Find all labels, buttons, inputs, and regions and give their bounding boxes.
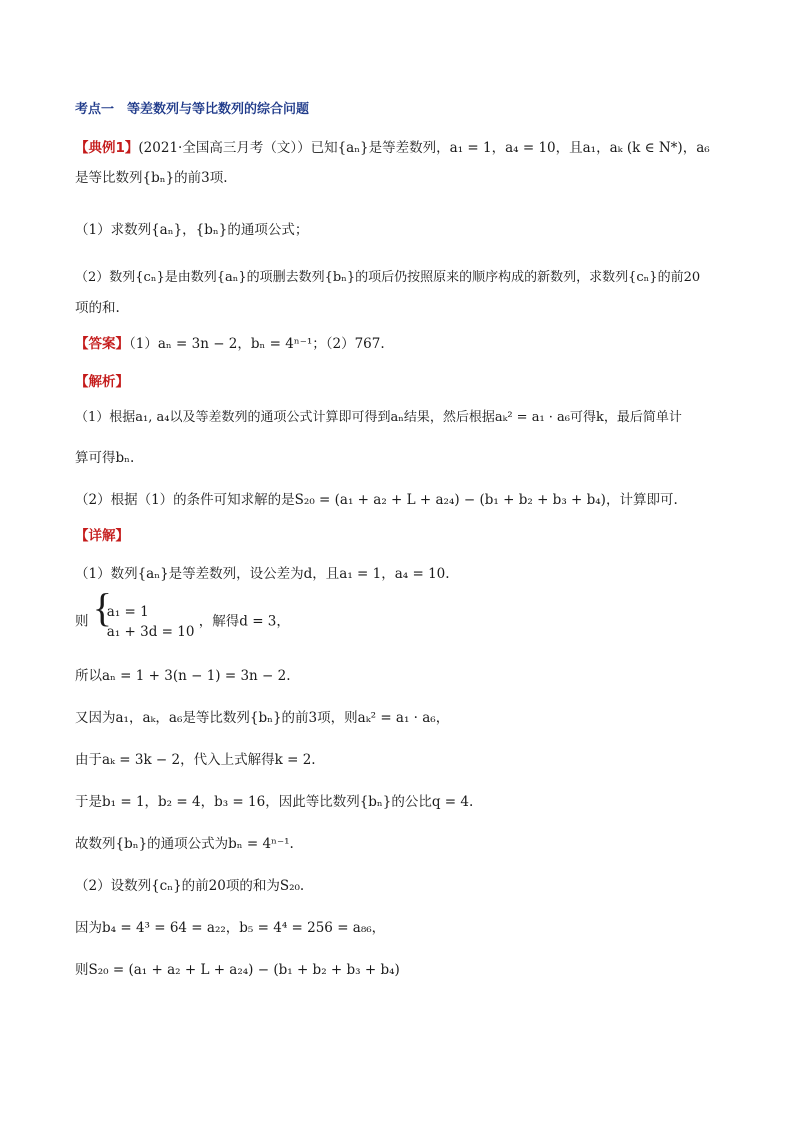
- answer-text: （1）aₙ = 3n − 2，bₙ = 4ⁿ⁻¹；（2）767.: [129, 336, 385, 352]
- analysis-line-1: （1）根据a₁, a₄以及等差数列的通项公式计算即可得到aₙ结果，然后根据aₖ² = a₁ · a₆可得k，最后简单计: [75, 410, 682, 425]
- system-equation-2: a₁ + 3d = 10: [106, 624, 195, 640]
- example-source: (2021·全国高三月考（文））: [138, 140, 311, 156]
- question-2: （2）数列{cₙ}是由数列{aₙ}的项删去数列{bₙ}的项后仍按照原来的顺序构成的新数列，求数列{cₙ}的前20: [75, 270, 701, 285]
- example-statement: 已知{aₙ}是等差数列，a₁ = 1，a₄ = 10，且a₁，aₖ (k ∈ N*)，a₆: [310, 140, 710, 156]
- detail-line-9: 因为b₄ = 4³ = 64 = a₂₂，b₅ = 4⁴ = 256 = a₈₆，: [75, 920, 386, 936]
- detail-line-6: 于是b₁ = 1，b₂ = 4，b₃ = 16，因此等比数列{bₙ}的公比q = 4.: [75, 794, 474, 810]
- detail-line-5: 由于aₖ = 3k − 2，代入上式解得k = 2.: [75, 752, 316, 768]
- detail-system-suffix: ，解得d = 3，: [198, 613, 290, 630]
- section-title: 考点一 等差数列与等比数列的综合问题: [75, 102, 310, 117]
- system-equation-1: a₁ = 1: [106, 604, 149, 620]
- detail-system-prefix: 则: [75, 613, 89, 630]
- brace-icon: {: [92, 585, 112, 630]
- detail-equation-system: [75, 585, 290, 642]
- answer-line: [75, 334, 385, 354]
- example-line-2: 是等比数列{bₙ}的前3项.: [75, 170, 228, 186]
- detail-line-7: 故数列{bₙ}的通项公式为bₙ = 4ⁿ⁻¹.: [75, 836, 294, 852]
- analysis-line-2: 算可得bₙ.: [75, 450, 135, 466]
- detail-tag: 【详解】: [75, 528, 129, 544]
- example-line-1: [75, 138, 710, 158]
- detail-line-10: 则S₂₀ = (a₁ + a₂ + L + a₂₄) − (b₁ + b₂ + b₃ + b₄): [75, 962, 400, 978]
- detail-line-4: 又因为a₁，aₖ，a₆是等比数列{bₙ}的前3项，则aₖ² = a₁ · a₆，: [75, 710, 450, 726]
- analysis-line-3: （2）根据（1）的条件可知求解的是S₂₀ = (a₁ + a₂ + L + a₂₄) − (b₁ + b₂ + b₃ + b₄)，计算即可.: [75, 492, 678, 508]
- detail-line-3: 所以aₙ = 1 + 3(n − 1) = 3n − 2.: [75, 668, 291, 684]
- detail-line-1: （1）数列{aₙ}是等差数列，设公差为d，且a₁ = 1，a₄ = 10.: [75, 566, 450, 582]
- equation-system: [92, 585, 195, 642]
- example-tag: 【典例1】: [75, 140, 139, 156]
- question-2-cont: 项的和.: [75, 300, 120, 316]
- question-1: （1）求数列{aₙ}，{bₙ}的通项公式；: [75, 222, 309, 238]
- answer-tag: 【答案】: [75, 336, 129, 352]
- detail-line-8: （2）设数列{cₙ}的前20项的和为S₂₀.: [75, 878, 305, 894]
- analysis-tag: 【解析】: [75, 374, 129, 390]
